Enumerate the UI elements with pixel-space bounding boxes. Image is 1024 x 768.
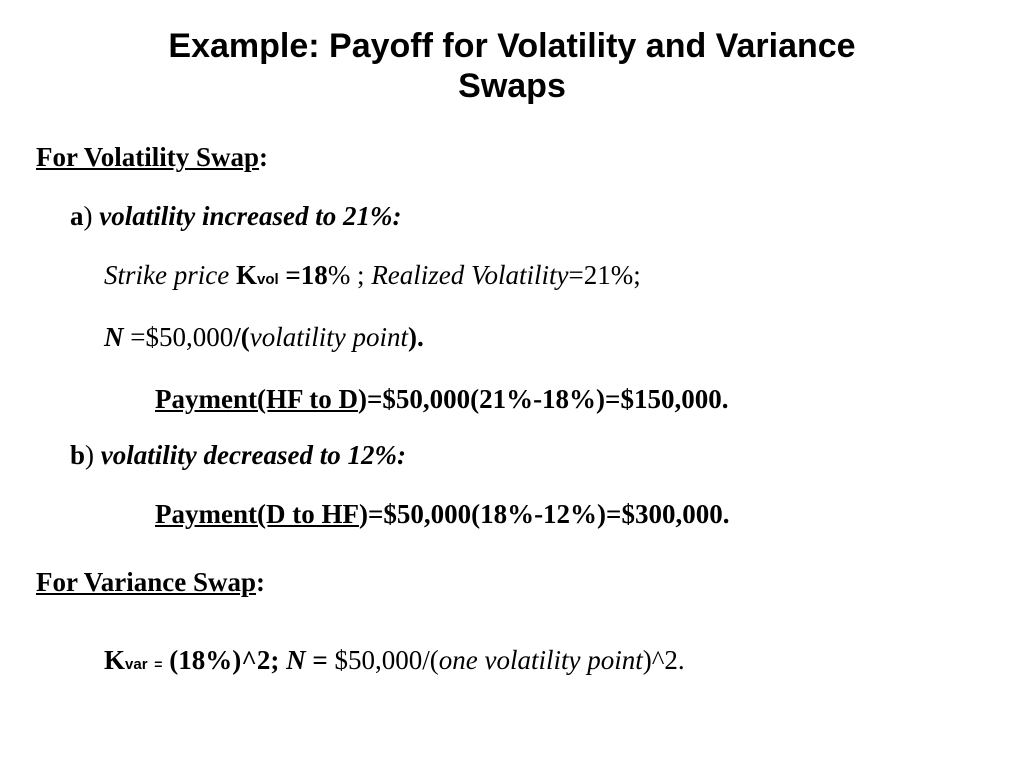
strike-price-line [104,259,641,296]
volatility-swap-heading-colon: : [259,142,269,172]
notional-unit: volatility point [249,322,408,352]
case-a-paren: ) [83,201,93,231]
variance-notional-close: )^2. [642,645,685,675]
k-vol-subscript: vol [256,271,279,288]
payment-b-formula: )=$50,000(18%-12%)=$300,000. [358,499,730,529]
variance-swap-heading: For Variance Swap [36,567,257,597]
slide-title-line-1: Example: Payoff for Volatility and Variance [168,27,856,65]
k-var-letter: K [104,645,126,675]
k-vol-percent: % ; [327,260,372,290]
realized-volatility-label: Realized Volatility [371,260,569,290]
volatility-swap-heading-line [36,141,268,173]
slide-title-line-2: Swaps [458,67,566,105]
variance-swap-heading-colon: : [256,567,266,597]
k-var-subscript: var [125,656,148,673]
case-b-text: volatility decreased to 12%: [100,440,406,470]
variance-notional-value: $50,000/( [334,645,439,675]
k-var-equals: = [154,656,163,672]
notional-line [104,321,424,353]
variance-notional-equals: = [305,645,335,675]
variance-notional-unit: one volatility point [438,645,643,675]
case-a-text: volatility increased to 21%: [99,201,402,231]
variance-swap-heading-line [36,566,265,598]
payment-b-line [155,498,729,530]
case-a-line [70,200,401,232]
case-b-label: b [70,440,86,470]
payment-a-line [155,383,728,415]
strike-price-label: Strike price [104,260,230,290]
notional-letter: N [104,322,124,352]
volatility-swap-heading: For Volatility Swap [36,142,260,172]
realized-volatility-value: =21%; [568,260,641,290]
payment-a-formula: )=$50,000(21%-18%)=$150,000. [357,384,729,414]
variance-notional-letter: N [286,645,306,675]
k-vol-letter: K [235,260,257,290]
notional-close: ). [407,322,424,352]
k-var-line [104,644,685,681]
notional-value: =$50,000 [123,322,234,352]
payment-a-label: Payment(HF to D [155,384,358,414]
slide-title [0,26,1024,106]
case-b-paren: ) [85,440,95,470]
payment-b-label: Payment(D to HF [155,499,359,529]
case-b-line [70,439,406,471]
k-var-value: (18%)^2; [169,645,287,675]
notional-slash: /( [233,322,250,352]
case-a-label: a [70,201,84,231]
k-vol-value: =18 [278,260,328,290]
